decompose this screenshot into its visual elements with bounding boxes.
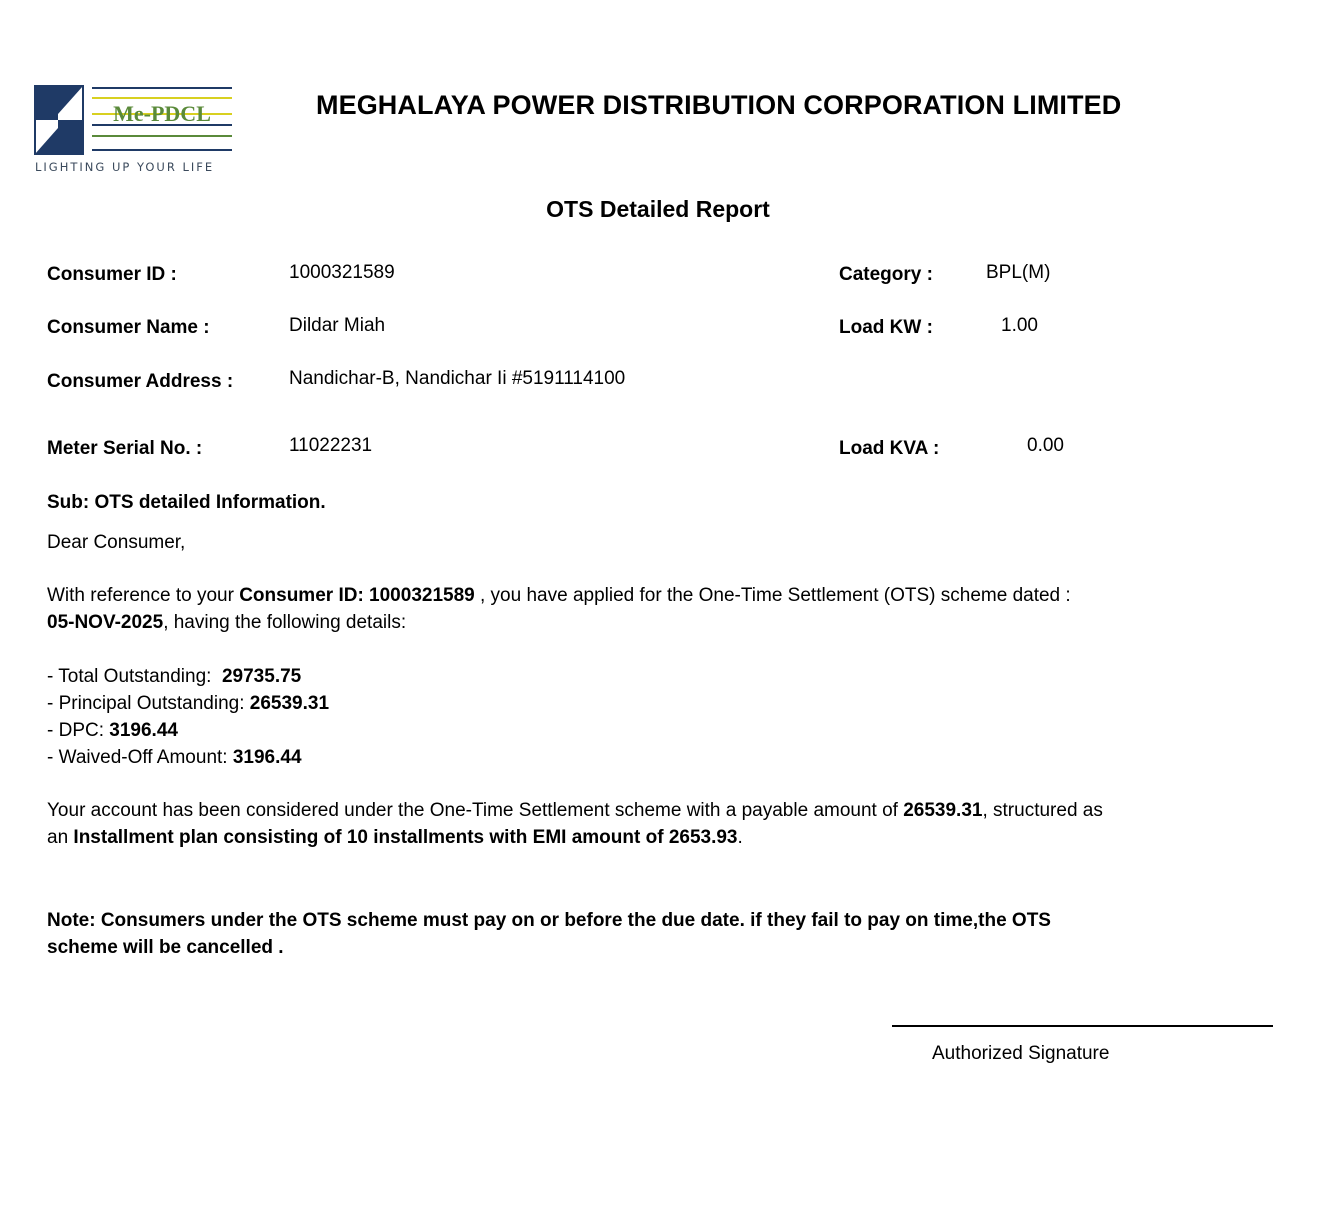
account-end: . [737, 827, 743, 848]
note-line-2: scheme will be cancelled . [47, 937, 284, 958]
total-outstanding-label: - Total Outstanding: [47, 666, 222, 687]
consumer-address-value: Nandichar-B, Nandichar Ii #5191114100 [289, 368, 626, 389]
account-paragraph [47, 797, 1307, 851]
letter-greeting: Dear Consumer, [47, 532, 186, 553]
payable-amount: 26539.31 [903, 800, 983, 821]
consumer-name-label: Consumer Name : [47, 317, 210, 338]
load-kw-label: Load KW : [839, 317, 933, 338]
load-kw-value: 1.00 [1001, 315, 1038, 336]
reference-paragraph [47, 582, 1297, 636]
logo-graphic [34, 84, 238, 176]
list-item [47, 717, 847, 744]
note-line-1: Note: Consumers under the OTS scheme must pay on or before the due date. if they fail to pay on time,the OTS [47, 910, 1051, 931]
waived-value: 3196.44 [232, 747, 302, 768]
ref-prefix: With reference to your [47, 585, 240, 606]
consumer-address-label: Consumer Address : [47, 371, 234, 392]
list-item [47, 744, 847, 771]
installment-plan: Installment plan consisting of 10 installments with EMI amount of 2653.93 [73, 827, 738, 848]
dpc-value: 3196.44 [109, 720, 178, 741]
outstanding-details-list [47, 663, 847, 771]
account-prefix: Your account has been considered under the One-Time Settlement scheme with a payable amount of [47, 800, 904, 821]
list-item [47, 663, 847, 690]
meter-serial-value: 11022231 [289, 435, 373, 456]
list-item [47, 690, 847, 717]
consumer-name-value: Dildar Miah [289, 315, 386, 336]
note-paragraph [47, 907, 1297, 961]
signature-label: Authorized Signature [932, 1043, 1110, 1064]
ref-middle: , you have applied for the One-Time Settlement (OTS) scheme dated : [474, 585, 1071, 606]
principal-outstanding-value: 26539.31 [249, 693, 330, 714]
letter-subject: Sub: OTS detailed Information. [47, 492, 326, 513]
meter-serial-label: Meter Serial No. : [47, 438, 203, 459]
account-middle: , structured as [982, 800, 1103, 821]
ref-suffix: , having the following details: [163, 612, 407, 633]
category-label: Category : [839, 264, 933, 285]
category-value: BPL(M) [986, 262, 1051, 283]
waived-label: - Waived-Off Amount: [47, 747, 233, 768]
report-title: OTS Detailed Report [546, 196, 770, 222]
consumer-id-label: Consumer ID : [47, 264, 177, 285]
logo-tagline: LIGHTING UP YOUR LIFE [35, 160, 215, 174]
company-name: MEGHALAYA POWER DISTRIBUTION CORPORATION LIMITED [316, 90, 1122, 120]
consumer-id-value: 1000321589 [289, 262, 395, 283]
load-kva-label: Load KVA : [839, 438, 940, 459]
ref-consumer-id: Consumer ID: 1000321589 [239, 585, 475, 606]
load-kva-value: 0.00 [1027, 435, 1064, 456]
signature-line [892, 1025, 1273, 1027]
company-logo [34, 84, 238, 176]
dpc-label: - DPC: [47, 720, 110, 741]
principal-outstanding-label: - Principal Outstanding: [47, 693, 250, 714]
total-outstanding-value: 29735.75 [221, 666, 302, 687]
account-an: an [47, 827, 74, 848]
ref-date: 05-NOV-2025 [47, 612, 164, 633]
logo-text: Me-PDCL [113, 101, 211, 126]
